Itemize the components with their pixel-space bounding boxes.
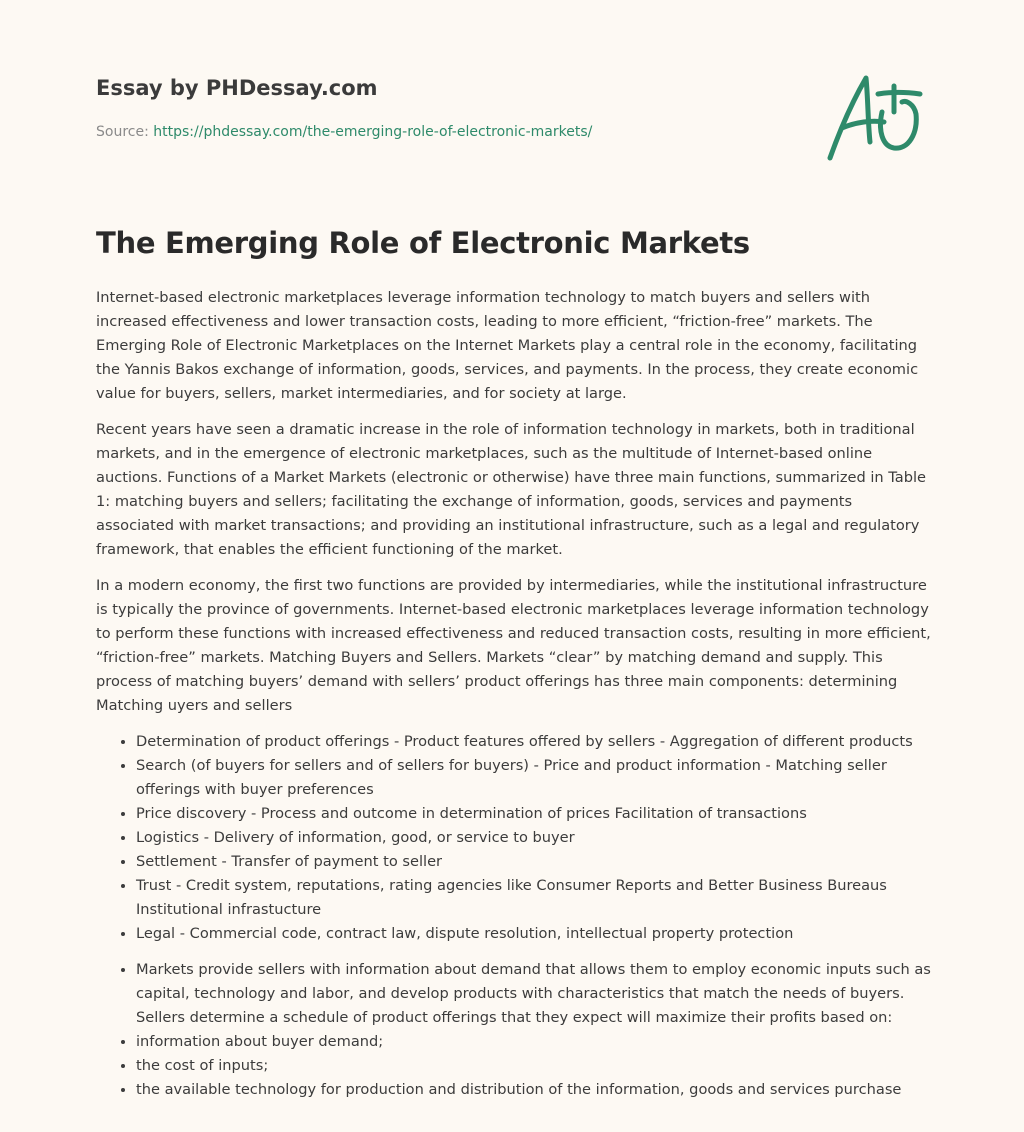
list-item: • Logistics - Delivery of information, good, or service to buyer — [136, 826, 934, 850]
seller-information-list — [96, 958, 934, 1102]
essay-body — [96, 286, 934, 1114]
list-item: • Legal - Commercial code, contract law, dispute resolution, intellectual property protection — [136, 922, 934, 946]
list-item: • Determination of product offerings - Product features offered by sellers - Aggregation of different products — [136, 730, 934, 754]
list-item: • Search (of buyers for sellers and of sellers for buyers) - Price and product information - Matching seller offerings with buyer preferences — [136, 754, 934, 802]
site-title: Essay by PHDessay.com — [96, 76, 378, 100]
essay-title: The Emerging Role of Electronic Markets — [96, 226, 750, 260]
list-item: • Settlement - Transfer of payment to seller — [136, 850, 934, 874]
list-item: • Markets provide sellers with information about demand that allows them to employ economic inputs such as capital, technology and labor, and develop products with characteristics that match the needs of buyers. Sellers determine a schedule of product offerings that they expect will maximize their profits based on: — [136, 958, 934, 1030]
list-item: • the cost of inputs; — [136, 1054, 934, 1078]
list-item: • Trust - Credit system, reputations, rating agencies like Consumer Reports and Better Business Bureaus Institutional infrastucture — [136, 874, 934, 922]
market-functions-list — [96, 730, 934, 946]
a-plus-logo-icon[interactable] — [822, 68, 926, 164]
source-label: Source: — [96, 124, 154, 140]
list-item: • the available technology for production and distribution of the information, goods and services purchase — [136, 1078, 934, 1102]
source-line — [96, 124, 592, 140]
paragraph: In a modern economy, the first two functions are provided by intermediaries, while the institutional infrastructure is typically the province of governments. Internet-based electronic marketplaces leverage information technology to perform these functions with increased effectiveness and reduced transaction costs, resulting in more efficient, “friction-free” markets. Matching Buyers and Sellers. Markets “clear” by matching demand and supply. This process of matching buyers’ demand with sellers’ product offerings has three main components: determining Matching uyers and sellers — [96, 577, 931, 714]
list-item: • information about buyer demand; — [136, 1030, 934, 1054]
source-link[interactable]: https://phdessay.com/the-emerging-role-of-electronic-markets/ — [153, 124, 593, 140]
paragraph: Recent years have seen a dramatic increase in the role of information technology in markets, both in traditional markets, and in the emergence of electronic marketplaces, such as the multitude of Internet-based online auctions. Functions of a Market Markets (electronic or otherwise) have three main functions, summarized in Table 1: matching buyers and sellers; facilitating the exchange of information, goods, services and payments associated with market transactions; and providing an institutional infrastructure, such as a legal and regulatory framework, that enables the efficient functioning of the market. — [96, 421, 927, 558]
list-item: • Price discovery - Process and outcome in determination of prices Facilitation of transactions — [136, 802, 934, 826]
paragraph: Internet-based electronic marketplaces leverage information technology to match buyers and sellers with increased effectiveness and lower transaction costs, leading to more efficient, “friction-free” markets. The Emerging Role of Electronic Marketplaces on the Internet Markets play a central role in the economy, facilitating the Yannis Bakos exchange of information, goods, services, and payments. In the process, they create economic value for buyers, sellers, market intermediaries, and for society at large. — [96, 289, 919, 402]
